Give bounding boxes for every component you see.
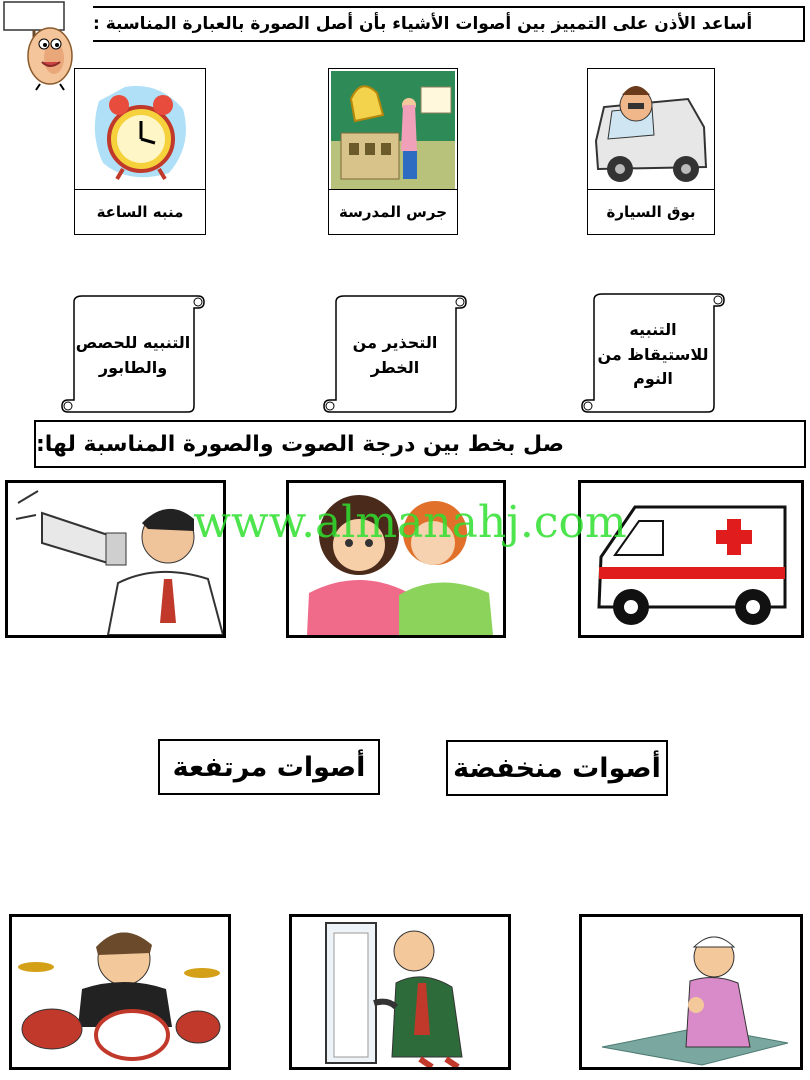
watermark: www.almanahj.com [193, 497, 627, 548]
loud-sounds-box[interactable]: أصوات مرتفعة [158, 739, 380, 795]
praying-child-icon [582, 917, 800, 1067]
instruction-2: صل بخط بين درجة الصوت والصورة المناسبة لها: [34, 420, 806, 468]
drummer-icon [12, 917, 228, 1067]
scroll-text: التنبيه للاستيقاظ من النوم [597, 319, 709, 389]
alarm-clock-icon [89, 81, 193, 185]
instruction-1: أساعد الأذن على التمييز بين أصوات الأشياء بأن أصل الصورة بالعبارة المناسبة : [93, 6, 805, 42]
picture-label: بوق السيارة [588, 189, 714, 234]
picture-card-school-bell[interactable] [328, 68, 458, 235]
scroll-card[interactable] [60, 294, 206, 414]
knocking-man-icon [292, 917, 508, 1067]
picture-label: جرس المدرسة [329, 189, 457, 234]
photo-drummer-boy[interactable] [9, 914, 231, 1070]
car-horn-icon [592, 77, 712, 189]
picture-label: منبه الساعة [75, 189, 205, 234]
quiet-sounds-box[interactable]: أصوات منخفضة [446, 740, 668, 796]
scroll-text: التنبيه للحصص والطابور [75, 333, 191, 377]
school-bell-icon [331, 71, 455, 189]
scroll-card[interactable] [322, 294, 468, 414]
scroll-text: التحذير من الخطر [352, 333, 438, 377]
picture-card-alarm-clock[interactable] [74, 68, 206, 235]
picture-card-car-horn[interactable] [587, 68, 715, 235]
photo-knocking-man[interactable] [289, 914, 511, 1070]
scroll-card[interactable] [580, 292, 726, 414]
photo-praying-child[interactable] [579, 914, 803, 1070]
